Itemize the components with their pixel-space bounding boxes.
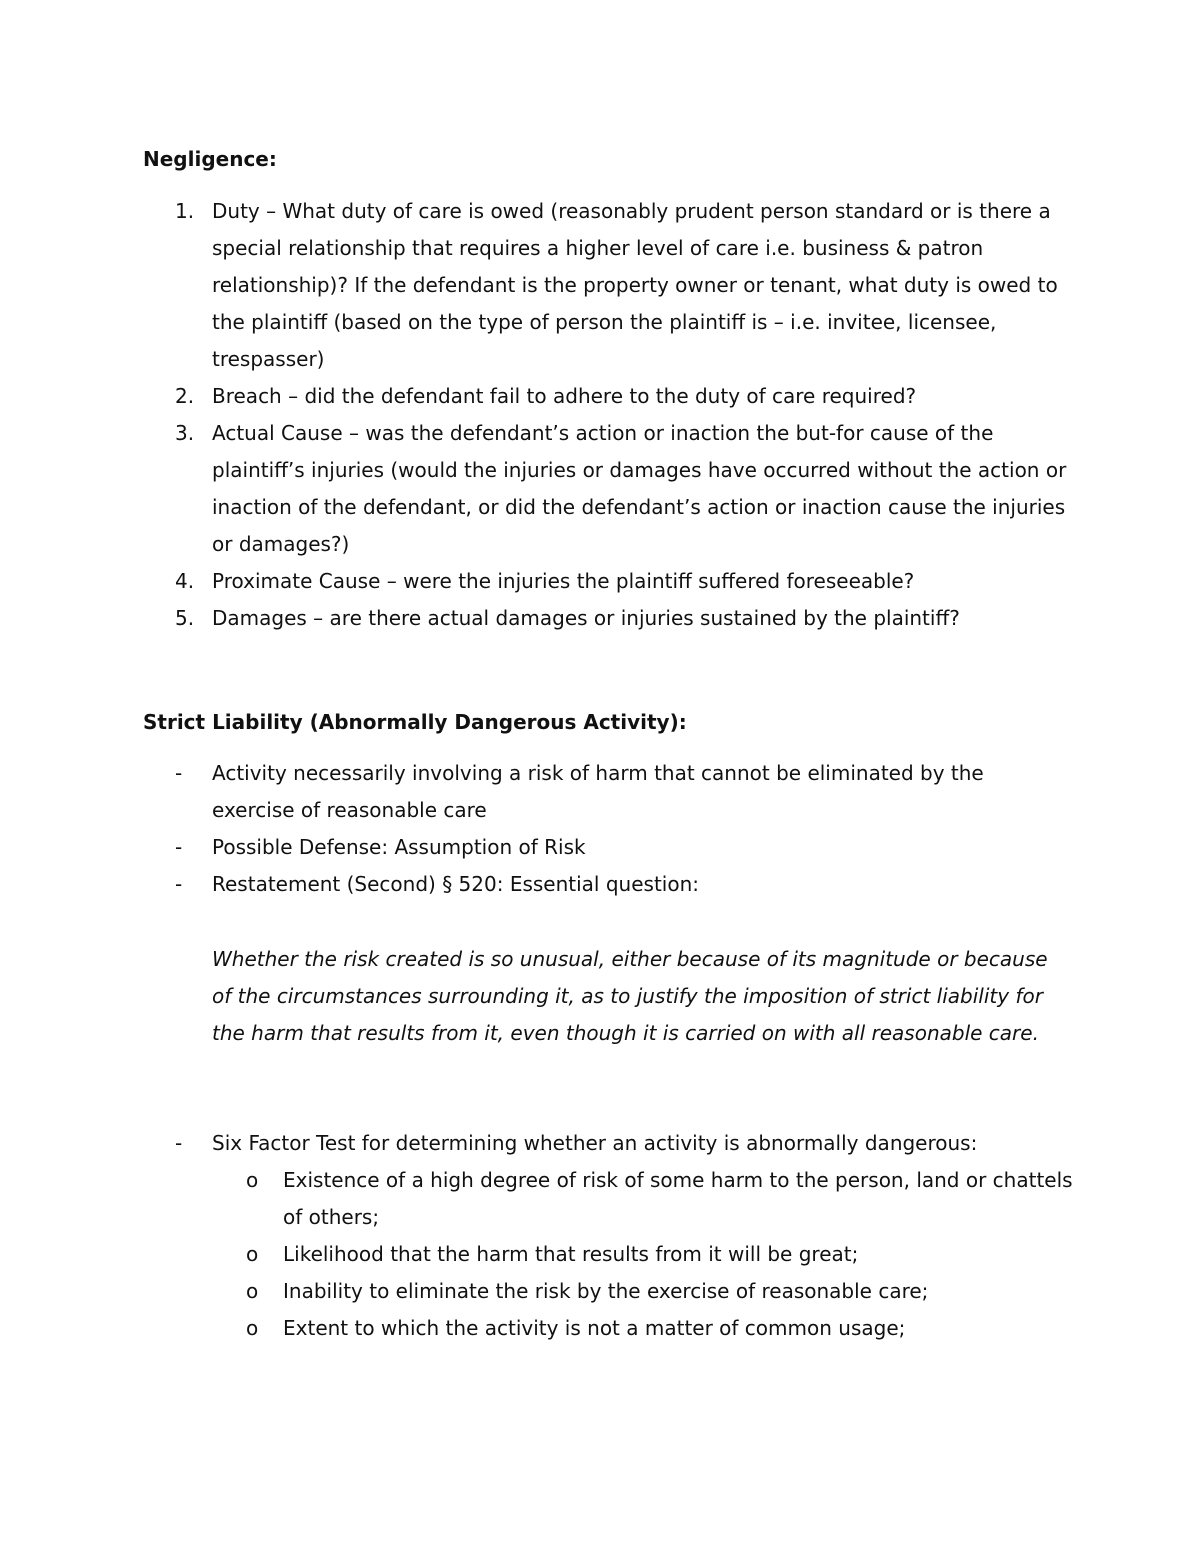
list-item	[0, 866, 1072, 903]
list-item-text: Restatement (Second) § 520: Essential question:	[212, 872, 699, 896]
factor-item	[0, 1273, 1073, 1310]
dash-bullet: -	[175, 835, 183, 859]
list-number: 5.	[175, 606, 195, 630]
negligence-list	[0, 193, 1200, 637]
strict-liability-heading: Strict Liability (Abnormally Dangerous Activity):	[143, 710, 687, 734]
list-item-text: Six Factor Test for determining whether an activity is abnormally dangerous:	[212, 1131, 978, 1155]
six-factor-list	[0, 1125, 1200, 1347]
list-item	[0, 1125, 1072, 1162]
factor-text: Extent to which the activity is not a matter of common usage;	[283, 1316, 906, 1340]
list-number: 1.	[175, 199, 195, 223]
factor-sublist	[0, 1162, 1200, 1347]
circle-bullet: o	[246, 1316, 259, 1340]
list-item	[0, 600, 1072, 637]
factor-item	[0, 1162, 1073, 1236]
factor-item	[0, 1236, 1073, 1273]
factor-sublist-container	[0, 1162, 1200, 1347]
list-item	[0, 193, 1072, 378]
dash-bullet: -	[175, 761, 183, 785]
circle-bullet: o	[246, 1168, 259, 1192]
factor-text: Likelihood that the harm that results from it will be great;	[283, 1242, 859, 1266]
list-item	[0, 563, 1072, 600]
factor-item	[0, 1310, 1073, 1347]
dash-bullet: -	[175, 1131, 183, 1155]
list-item	[0, 755, 1072, 829]
list-number: 2.	[175, 384, 195, 408]
list-item	[0, 415, 1072, 563]
factor-text: Inability to eliminate the risk by the exercise of reasonable care;	[283, 1279, 929, 1303]
list-item-text: Breach – did the defendant fail to adhere to the duty of care required?	[212, 384, 917, 408]
list-item	[0, 378, 1072, 415]
dash-bullet: -	[175, 872, 183, 896]
circle-bullet: o	[246, 1279, 259, 1303]
list-item-text: Actual Cause – was the defendant’s action or inaction the but-for cause of the plaintiff’s injuries (would the injuries or damages have occurred without the action or inaction of the defendant, or did the defendant’s action or inaction cause the injuries or damages?)	[212, 421, 1067, 556]
list-number: 4.	[175, 569, 195, 593]
circle-bullet: o	[246, 1242, 259, 1266]
list-item-text: Activity necessarily involving a risk of harm that cannot be eliminated by the exercise of reasonable care	[212, 761, 984, 822]
list-item-text: Possible Defense: Assumption of Risk	[212, 835, 586, 859]
list-item-text: Duty – What duty of care is owed (reasonably prudent person standard or is there a special relationship that requires a higher level of care i.e. business & patron relationship)? If the defendant is the property owner or tenant, what duty is owed to the plaintiff (based on the type of person the plaintiff is – i.e. invitee, licensee, trespasser)	[212, 199, 1058, 371]
list-item-text: Proximate Cause – were the injuries the plaintiff suffered foreseeable?	[212, 569, 915, 593]
strict-liability-list	[0, 755, 1200, 903]
restatement-quote: Whether the risk created is so unusual, either because of its magnitude or because of the circumstances surrounding it, as to justify the imposition of strict liability for the harm that results from it, even though it is carried on with all reasonable care.	[212, 947, 1048, 1045]
factor-text: Existence of a high degree of risk of some harm to the person, land or chattels of others;	[283, 1168, 1073, 1229]
list-item	[0, 829, 1072, 866]
list-item-text: Damages – are there actual damages or injuries sustained by the plaintiff?	[212, 606, 960, 630]
list-number: 3.	[175, 421, 195, 445]
negligence-heading: Negligence:	[143, 147, 277, 171]
